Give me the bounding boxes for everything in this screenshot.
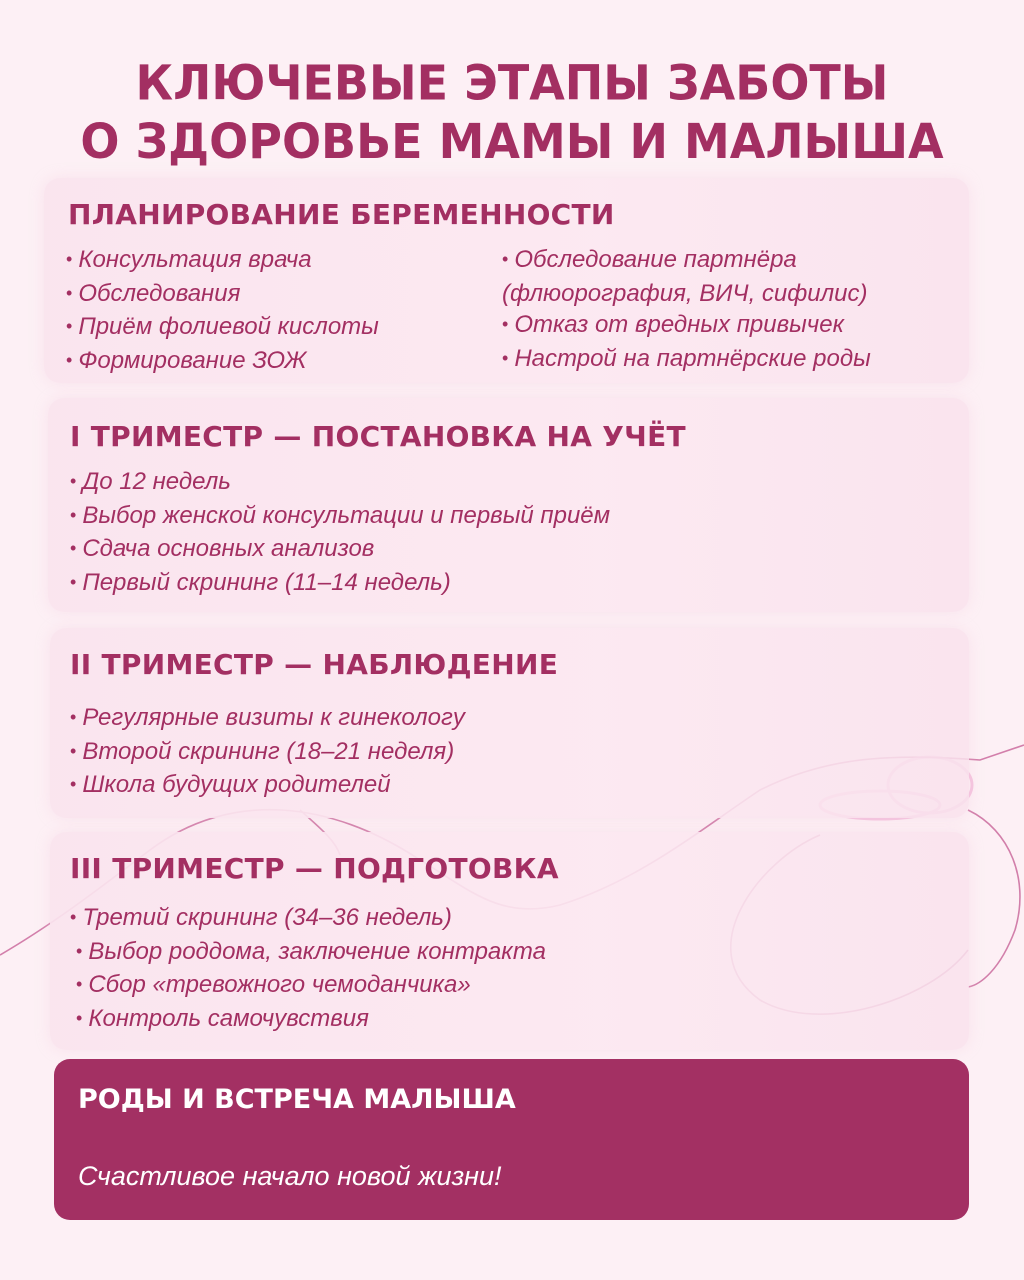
- title-line-2: О ЗДОРОВЬЕ МАМЫ И МАЛЫША: [80, 113, 944, 170]
- list-item: • Первый скрининг (11–14 недель): [70, 568, 451, 596]
- list-item: • Школа будущих родителей: [70, 771, 391, 798]
- bullet-icon: •: [66, 316, 73, 336]
- section-heading: II ТРИМЕСТР — НАБЛЮДЕНИЕ: [70, 648, 559, 681]
- bullet-icon: •: [502, 314, 509, 334]
- list-item: • Регулярные визиты к гинекологу: [70, 704, 465, 731]
- bullet-icon: •: [70, 740, 77, 761]
- title-line-1: КЛЮЧЕВЫЕ ЭТАПЫ ЗАБОТЫ: [135, 54, 889, 111]
- bullet-icon: •: [76, 974, 83, 994]
- list-item: • Сдача основных анализов: [70, 535, 375, 562]
- bullet-icon: •: [70, 774, 77, 794]
- list-item: • Отказ от вредных привычек: [502, 311, 844, 338]
- page-title: [0, 53, 1024, 171]
- list-item: • Обследования: [66, 279, 241, 307]
- final-heading: РОДЫ И ВСТРЕЧА МАЛЫША: [78, 1084, 516, 1115]
- section-heading: ПЛАНИРОВАНИЕ БЕРЕМЕННОСТИ: [68, 198, 615, 231]
- card-pregnancy-planning: [44, 178, 969, 383]
- planning-right-list: [502, 244, 871, 376]
- list-item: • До 12 недель: [70, 468, 231, 495]
- third-trimester-list: [70, 902, 546, 1036]
- bullet-icon: •: [70, 471, 77, 491]
- card-birth: [54, 1059, 969, 1220]
- list-item: • Контроль самочувствия: [76, 1004, 369, 1032]
- list-item: • Обследование партнёра: [502, 246, 797, 273]
- first-trimester-list: [70, 466, 610, 600]
- list-item-continuation: (флюорография, ВИЧ, сифилис): [502, 279, 868, 307]
- list-item: • Второй скрининг (18–21 неделя): [70, 737, 455, 765]
- bullet-icon: •: [66, 349, 73, 370]
- bullet-icon: •: [66, 282, 73, 303]
- list-item: • Сбор «тревожного чемоданчика»: [76, 971, 471, 998]
- bullet-icon: •: [70, 907, 77, 927]
- list-item: • Настрой на партнёрские роды: [502, 344, 871, 372]
- bullet-icon: •: [70, 538, 77, 558]
- bullet-icon: •: [76, 940, 83, 961]
- second-trimester-list: [70, 702, 465, 803]
- final-text: Счастливое начало новой жизни!: [78, 1161, 502, 1191]
- list-item: • Приём фолиевой кислоты: [66, 313, 379, 340]
- list-item: • Третий скрининг (34–36 недель): [70, 904, 452, 931]
- card-first-trimester: [48, 398, 969, 612]
- list-item: • Выбор роддома, заключение контракта: [76, 937, 546, 965]
- list-item: • Выбор женской консультации и первый приём: [70, 501, 611, 529]
- list-item: • Консультация врача: [66, 246, 312, 273]
- bullet-icon: •: [70, 571, 77, 592]
- card-second-trimester: [50, 628, 969, 818]
- bullet-icon: •: [66, 249, 73, 269]
- bullet-icon: •: [70, 504, 77, 525]
- list-item: • Формирование ЗОЖ: [66, 346, 307, 374]
- section-heading: III ТРИМЕСТР — ПОДГОТОВКА: [70, 852, 559, 885]
- bullet-icon: •: [502, 249, 509, 269]
- section-heading: I ТРИМЕСТР — ПОСТАНОВКА НА УЧЁТ: [70, 420, 686, 453]
- planning-left-list: [66, 244, 379, 378]
- bullet-icon: •: [76, 1007, 83, 1028]
- card-third-trimester: [50, 832, 969, 1050]
- bullet-icon: •: [70, 707, 77, 727]
- bullet-icon: •: [502, 347, 509, 368]
